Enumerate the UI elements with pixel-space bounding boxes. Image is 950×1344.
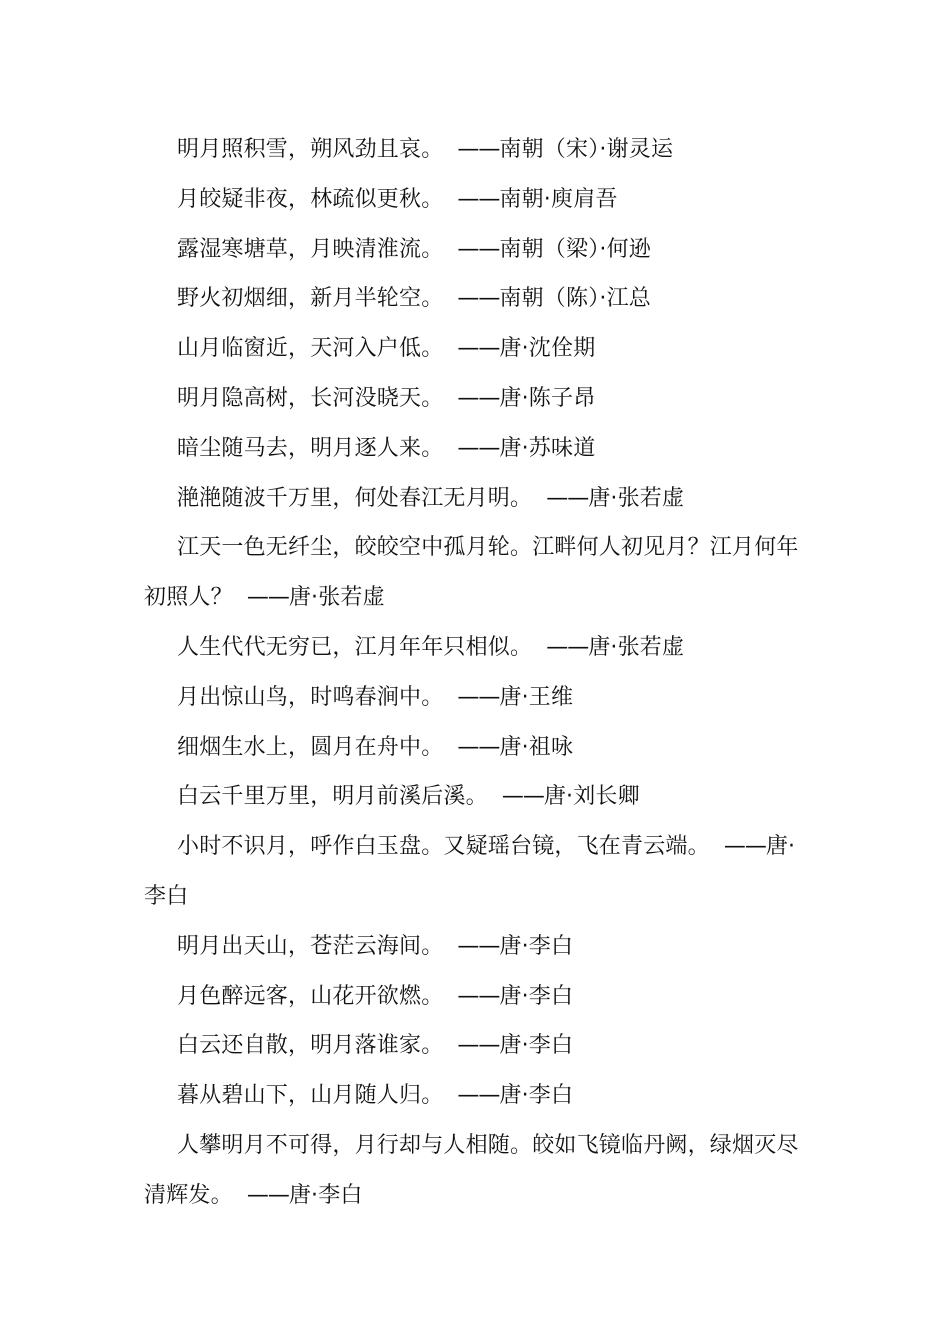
- em-dash: ——: [246, 1182, 289, 1208]
- verse-text: 白云还自散，明月落谁家。: [177, 1033, 444, 1059]
- poem-entry-7: [144, 424, 808, 474]
- verse-text: 细烟生水上，圆月在舟中。: [177, 734, 444, 760]
- attribution: 南朝（梁）·何逊: [499, 236, 651, 262]
- em-dash: ——: [723, 834, 766, 860]
- verse-text: 小时不识月，呼作白玉盘。又疑瑶台镜，飞在青云端。: [177, 834, 710, 860]
- attribution: 唐·刘长卿: [543, 784, 640, 810]
- poem-entry-2: [144, 175, 808, 225]
- poem-entry-17: [144, 1021, 808, 1071]
- em-dash: ——: [546, 485, 589, 511]
- attribution: 唐·张若虚: [588, 634, 685, 660]
- poem-entry-10: [144, 623, 808, 673]
- poem-entry-4: [144, 274, 808, 324]
- verse-text: 人生代代无穷已，江月年年只相似。: [177, 634, 533, 660]
- poem-entry-18: [144, 1071, 808, 1121]
- verse-text: 暮从碧山下，山月随人归。: [177, 1083, 444, 1109]
- attribution: 唐·李白: [499, 933, 574, 959]
- verse-text: 露湿寒塘草，月映清淮流。: [177, 236, 444, 262]
- em-dash: ——: [457, 933, 500, 959]
- em-dash: ——: [457, 1083, 500, 1109]
- em-dash: ——: [246, 585, 289, 611]
- verse-text: 明月照积雪，朔风劲且哀。: [177, 137, 444, 162]
- poem-entry-13: [144, 772, 808, 822]
- verse-text: 人攀明月不可得，月行却与人相随。皎如飞镜临丹阙，绿烟灭尽清辉发。: [144, 1132, 799, 1208]
- em-dash: ——: [457, 286, 500, 312]
- attribution: 唐·李白: [288, 1182, 363, 1208]
- em-dash: ——: [457, 186, 500, 212]
- verse-text: 滟滟随波千万里，何处春江无月明。: [177, 485, 533, 511]
- poem-entry-19: [144, 1121, 808, 1221]
- verse-text: 白云千里万里，明月前溪后溪。: [177, 784, 488, 810]
- verse-text: 明月隐高树，长河没晓天。: [177, 385, 444, 411]
- attribution: 唐·苏味道: [499, 435, 596, 461]
- verse-text: 明月出天山，苍茫云海间。: [177, 933, 444, 959]
- poem-entry-12: [144, 723, 808, 773]
- poem-entry-1: [144, 125, 808, 175]
- poem-entry-6: [144, 374, 808, 424]
- verse-text: 月出惊山鸟，时鸣春涧中。: [177, 684, 444, 710]
- verse-text: 江天一色无纤尘，皎皎空中孤月轮。江畔何人初见月？江月何年初照人？: [144, 535, 799, 611]
- em-dash: ——: [457, 385, 500, 411]
- attribution: 唐·李白: [144, 834, 796, 909]
- em-dash: ——: [457, 336, 500, 362]
- attribution: 唐·李白: [499, 983, 574, 1009]
- attribution: 南朝（宋）·谢灵运: [499, 137, 674, 162]
- attribution: 唐·祖咏: [499, 734, 574, 760]
- poem-entry-8: [144, 474, 808, 524]
- attribution: 唐·张若虚: [588, 485, 685, 511]
- em-dash: ——: [457, 435, 500, 461]
- em-dash: ——: [457, 734, 500, 760]
- em-dash: ——: [501, 784, 544, 810]
- attribution: 唐·沈佺期: [499, 336, 596, 362]
- poem-entry-11: [144, 673, 808, 723]
- verse-text: 野火初烟细，新月半轮空。: [177, 286, 444, 312]
- poem-entry-9: [144, 523, 808, 623]
- poem-entry-5: [144, 324, 808, 374]
- poem-entry-15: [144, 922, 808, 972]
- attribution: 南朝（陈）·江总: [499, 286, 651, 312]
- attribution: 唐·张若虚: [288, 585, 385, 611]
- em-dash: ——: [546, 634, 589, 660]
- poem-entry-14: [144, 822, 808, 922]
- em-dash: ——: [457, 1033, 500, 1059]
- em-dash: ——: [457, 137, 500, 162]
- em-dash: ——: [457, 236, 500, 262]
- poem-entry-16: [144, 972, 808, 1022]
- em-dash: ——: [457, 684, 500, 710]
- poem-list: [144, 125, 808, 1221]
- attribution: 南朝·庾肩吾: [499, 186, 618, 212]
- em-dash: ——: [457, 983, 500, 1009]
- verse-text: 山月临窗近，天河入户低。: [177, 336, 444, 362]
- attribution: 唐·陈子昂: [499, 385, 596, 411]
- verse-text: 暗尘随马去，明月逐人来。: [177, 435, 444, 461]
- attribution: 唐·王维: [499, 684, 574, 710]
- poem-entry-3: [144, 225, 808, 275]
- verse-text: 月皎疑非夜，林疏似更秋。: [177, 186, 444, 212]
- verse-text: 月色醉远客，山花开欲燃。: [177, 983, 444, 1009]
- attribution: 唐·李白: [499, 1033, 574, 1059]
- attribution: 唐·李白: [499, 1083, 574, 1109]
